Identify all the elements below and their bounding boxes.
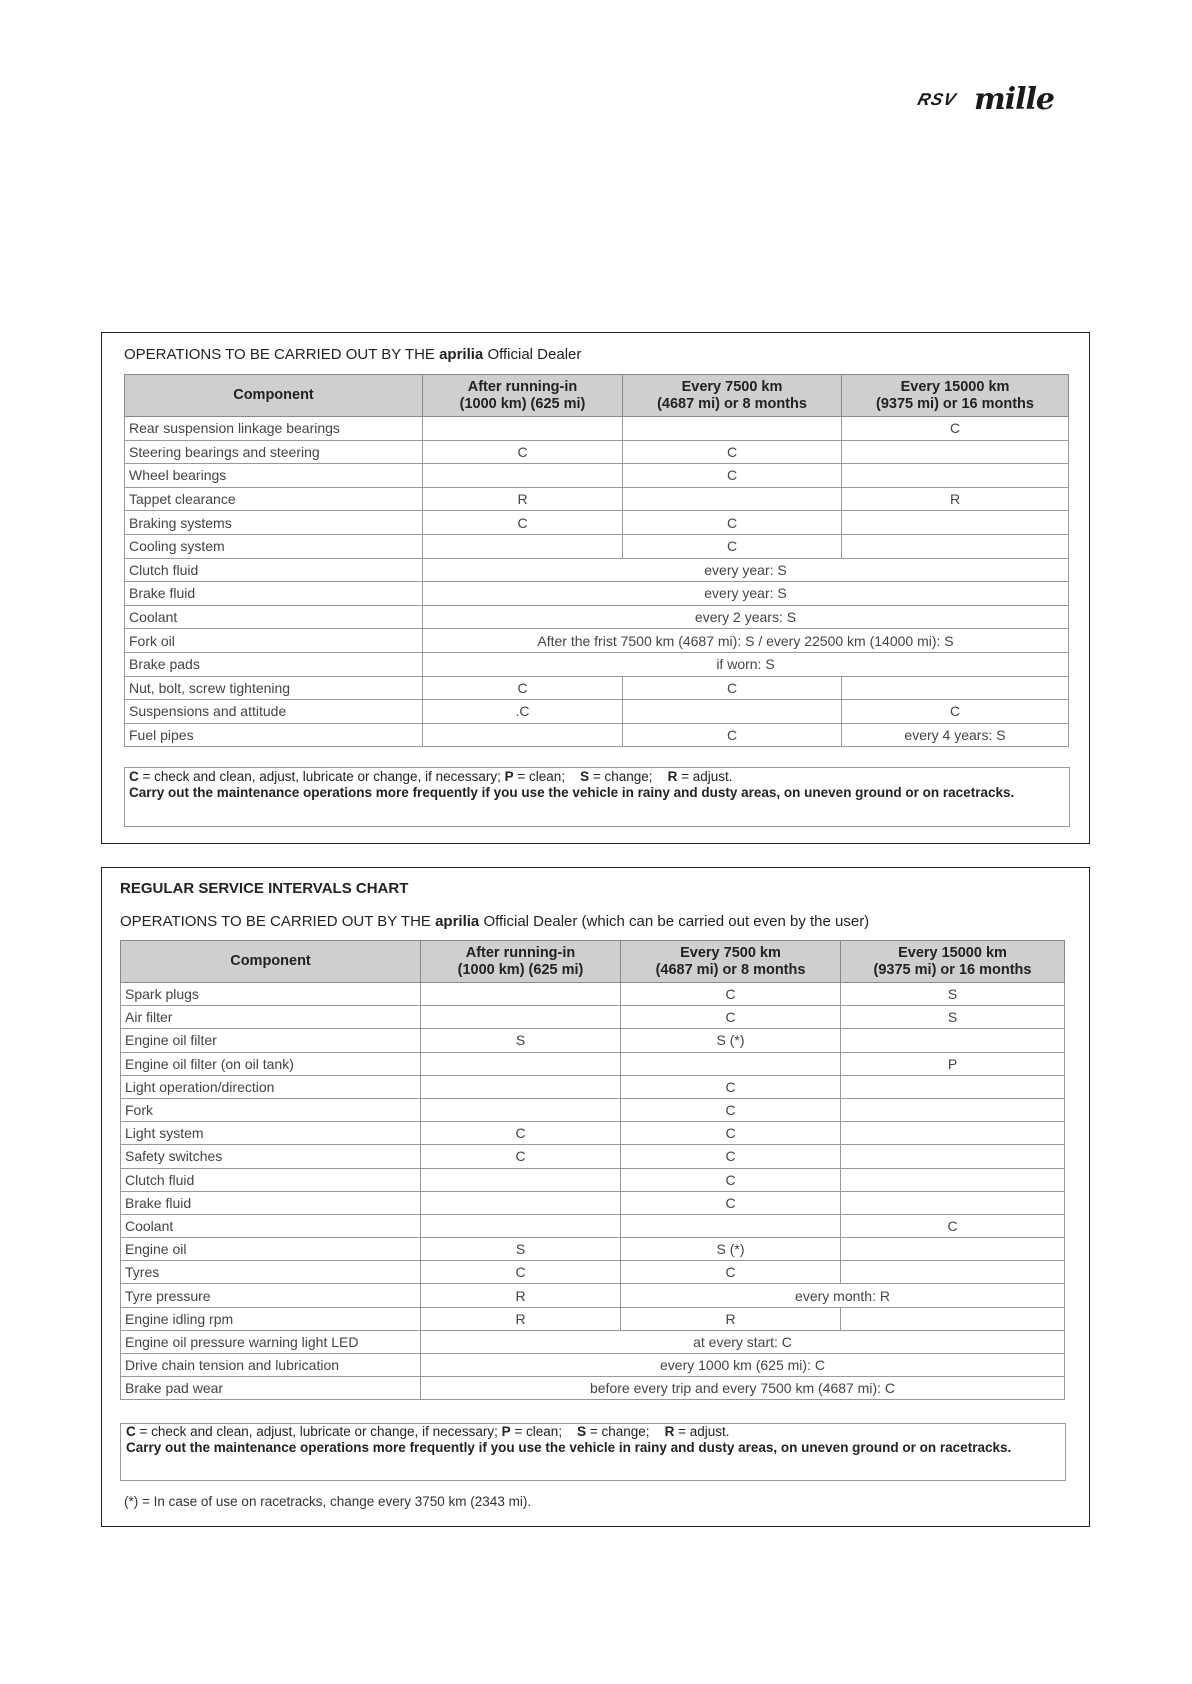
interval-cell: S (841, 983, 1065, 1006)
component-name: Fuel pipes (125, 723, 423, 747)
interval-cell: C (621, 1006, 841, 1029)
component-name: Wheel bearings (125, 464, 423, 488)
interval-cell: C (623, 534, 842, 558)
table2-legend: C = check and clean, adjust, lubricate or change, if necessary; P = clean; S = change; R = adjust. Carry out the maintenance operations more frequently if you use the vehicle in rainy and dusty areas, on uneven ground or on racetracks. (126, 1424, 1061, 1456)
interval-cell (421, 1191, 621, 1214)
component-name: Engine oil (121, 1238, 421, 1261)
table-row (125, 511, 1069, 535)
component-name: Coolant (121, 1214, 421, 1237)
interval-cell: C (842, 417, 1069, 441)
component-name: Safety switches (121, 1145, 421, 1168)
interval-cell (421, 1168, 621, 1191)
logo-model: mille (974, 82, 1055, 117)
interval-cell: P (841, 1052, 1065, 1075)
table-row (121, 1307, 1065, 1330)
component-name: Tyres (121, 1261, 421, 1284)
component-name: Clutch fluid (125, 558, 423, 582)
table-row (121, 1122, 1065, 1145)
interval-cell: S (*) (621, 1238, 841, 1261)
interval-cell: C (621, 1191, 841, 1214)
table1-warning: Carry out the maintenance operations more frequently if you use the vehicle in rainy and dusty areas, on uneven ground or on racetracks. (129, 785, 1015, 800)
table-row (125, 558, 1069, 582)
dealer-operations-table (124, 374, 1069, 747)
interval-cell: C (621, 1168, 841, 1191)
interval-cell: every 1000 km (625 mi): C (421, 1354, 1065, 1377)
interval-cell: C (621, 1098, 841, 1121)
interval-cell: C (621, 1261, 841, 1284)
table-row (121, 983, 1065, 1006)
table-row (121, 1377, 1065, 1400)
interval-cell: at every start: C (421, 1330, 1065, 1353)
interval-cell (421, 1098, 621, 1121)
component-name: Cooling system (125, 534, 423, 558)
interval-cell (621, 1214, 841, 1237)
interval-cell (421, 983, 621, 1006)
interval-cell (421, 1006, 621, 1029)
table-row (121, 1168, 1065, 1191)
component-name: Brake fluid (125, 582, 423, 606)
interval-cell (842, 440, 1069, 464)
component-name: Coolant (125, 605, 423, 629)
interval-cell: .C (423, 700, 623, 724)
interval-cell: C (623, 676, 842, 700)
interval-cell: R (423, 487, 623, 511)
interval-cell (842, 511, 1069, 535)
interval-cell: if worn: S (423, 652, 1069, 676)
interval-cell: C (621, 1122, 841, 1145)
component-name: Engine idling rpm (121, 1307, 421, 1330)
table-row (125, 723, 1069, 747)
regular-service-table (120, 940, 1065, 1400)
interval-cell: C (421, 1122, 621, 1145)
component-name: Steering bearings and steering (125, 440, 423, 464)
component-name: Spark plugs (121, 983, 421, 1006)
logo-brand: RSV (915, 90, 959, 109)
interval-cell (423, 723, 623, 747)
column-header: Every 7500 km (4687 mi) or 8 months (623, 375, 842, 417)
column-header: Component (121, 941, 421, 983)
interval-cell (842, 534, 1069, 558)
interval-cell (841, 1307, 1065, 1330)
table-row (125, 605, 1069, 629)
interval-cell (423, 534, 623, 558)
interval-cell: C (621, 1145, 841, 1168)
interval-cell (841, 1238, 1065, 1261)
component-name: Brake pad wear (121, 1377, 421, 1400)
interval-cell: every year: S (423, 558, 1069, 582)
interval-cell: every month: R (621, 1284, 1065, 1307)
interval-cell: C (623, 464, 842, 488)
interval-cell: C (623, 511, 842, 535)
table-row (125, 582, 1069, 606)
table-row (121, 1330, 1065, 1353)
table-row (125, 534, 1069, 558)
interval-cell (841, 1145, 1065, 1168)
component-name: Engine oil filter (121, 1029, 421, 1052)
component-name: Fork (121, 1098, 421, 1121)
interval-cell: R (621, 1307, 841, 1330)
table-row (121, 1029, 1065, 1052)
interval-cell: C (621, 983, 841, 1006)
interval-cell: every 2 years: S (423, 605, 1069, 629)
table-row (121, 1284, 1065, 1307)
component-name: Engine oil pressure warning light LED (121, 1330, 421, 1353)
component-name: Brake pads (125, 652, 423, 676)
column-header: Component (125, 375, 423, 417)
table-row (125, 417, 1069, 441)
interval-cell (841, 1261, 1065, 1284)
interval-cell: C (421, 1145, 621, 1168)
interval-cell: before every trip and every 7500 km (4687 mi): C (421, 1377, 1065, 1400)
table-row (121, 1052, 1065, 1075)
regular-service-panel (101, 867, 1090, 1527)
service-chart-heading: REGULAR SERVICE INTERVALS CHART (120, 880, 409, 897)
interval-cell (842, 464, 1069, 488)
component-name: Brake fluid (121, 1191, 421, 1214)
table1-legend: C = check and clean, adjust, lubricate or change, if necessary; P = clean; S = change; R = adjust. Carry out the maintenance operations more frequently if you use the vehicle in rainy and dusty areas, on uneven ground or on racetracks. (129, 769, 1064, 801)
table2-title: OPERATIONS TO BE CARRIED OUT BY THE aprilia Official Dealer (which can be carried out even by the user) (120, 913, 870, 930)
interval-cell (623, 487, 842, 511)
table1-title: OPERATIONS TO BE CARRIED OUT BY THE aprilia Official Dealer (124, 346, 582, 363)
interval-cell: C (423, 511, 623, 535)
interval-cell (421, 1214, 621, 1237)
interval-cell (842, 676, 1069, 700)
interval-cell: S (421, 1029, 621, 1052)
component-name: Rear suspension linkage bearings (125, 417, 423, 441)
component-name: Braking systems (125, 511, 423, 535)
interval-cell: S (*) (621, 1029, 841, 1052)
dealer-operations-panel (101, 332, 1090, 844)
table-row (121, 1261, 1065, 1284)
component-name: Fork oil (125, 629, 423, 653)
rsv-mille-logo (915, 82, 1068, 120)
interval-cell: C (623, 440, 842, 464)
column-header: Every 7500 km (4687 mi) or 8 months (621, 941, 841, 983)
interval-cell (841, 1122, 1065, 1145)
interval-cell: C (423, 676, 623, 700)
interval-cell (621, 1052, 841, 1075)
interval-cell (421, 1075, 621, 1098)
component-name: Air filter (121, 1006, 421, 1029)
component-name: Light operation/direction (121, 1075, 421, 1098)
interval-cell: S (421, 1238, 621, 1261)
component-name: Tyre pressure (121, 1284, 421, 1307)
interval-cell: S (841, 1006, 1065, 1029)
interval-cell: every 4 years: S (842, 723, 1069, 747)
column-header: Every 15000 km (9375 mi) or 16 months (842, 375, 1069, 417)
interval-cell: After the frist 7500 km (4687 mi): S / every 22500 km (14000 mi): S (423, 629, 1069, 653)
interval-cell: C (842, 700, 1069, 724)
interval-cell: R (842, 487, 1069, 511)
column-header: Every 15000 km (9375 mi) or 16 months (841, 941, 1065, 983)
interval-cell (421, 1052, 621, 1075)
table-row (121, 1098, 1065, 1121)
column-header: After running-in (1000 km) (625 mi) (423, 375, 623, 417)
table-row (125, 629, 1069, 653)
interval-cell: R (421, 1284, 621, 1307)
table-row (125, 487, 1069, 511)
interval-cell: every year: S (423, 582, 1069, 606)
interval-cell (423, 464, 623, 488)
table-row (125, 676, 1069, 700)
racetrack-footnote: (*) = In case of use on racetracks, change every 3750 km (2343 mi). (124, 1494, 532, 1509)
table-row (125, 440, 1069, 464)
interval-cell: C (621, 1075, 841, 1098)
interval-cell: C (841, 1214, 1065, 1237)
interval-cell: R (421, 1307, 621, 1330)
interval-cell (841, 1029, 1065, 1052)
component-name: Light system (121, 1122, 421, 1145)
component-name: Drive chain tension and lubrication (121, 1354, 421, 1377)
table-row (125, 464, 1069, 488)
interval-cell (623, 417, 842, 441)
table-row (125, 700, 1069, 724)
component-name: Clutch fluid (121, 1168, 421, 1191)
column-header: After running-in (1000 km) (625 mi) (421, 941, 621, 983)
table-row (121, 1191, 1065, 1214)
component-name: Suspensions and attitude (125, 700, 423, 724)
interval-cell (841, 1075, 1065, 1098)
table-row (121, 1075, 1065, 1098)
interval-cell: C (423, 440, 623, 464)
interval-cell (623, 700, 842, 724)
table2-warning: Carry out the maintenance operations more frequently if you use the vehicle in rainy and dusty areas, on uneven ground or on racetracks. (126, 1440, 1012, 1455)
interval-cell (841, 1168, 1065, 1191)
interval-cell (841, 1098, 1065, 1121)
interval-cell (423, 417, 623, 441)
table-row (121, 1214, 1065, 1237)
component-name: Tappet clearance (125, 487, 423, 511)
interval-cell: C (421, 1261, 621, 1284)
component-name: Engine oil filter (on oil tank) (121, 1052, 421, 1075)
interval-cell: C (623, 723, 842, 747)
table-row (125, 652, 1069, 676)
component-name: Nut, bolt, screw tightening (125, 676, 423, 700)
table-row (121, 1145, 1065, 1168)
table-row (121, 1006, 1065, 1029)
table-row (121, 1238, 1065, 1261)
table-row (121, 1354, 1065, 1377)
interval-cell (841, 1191, 1065, 1214)
